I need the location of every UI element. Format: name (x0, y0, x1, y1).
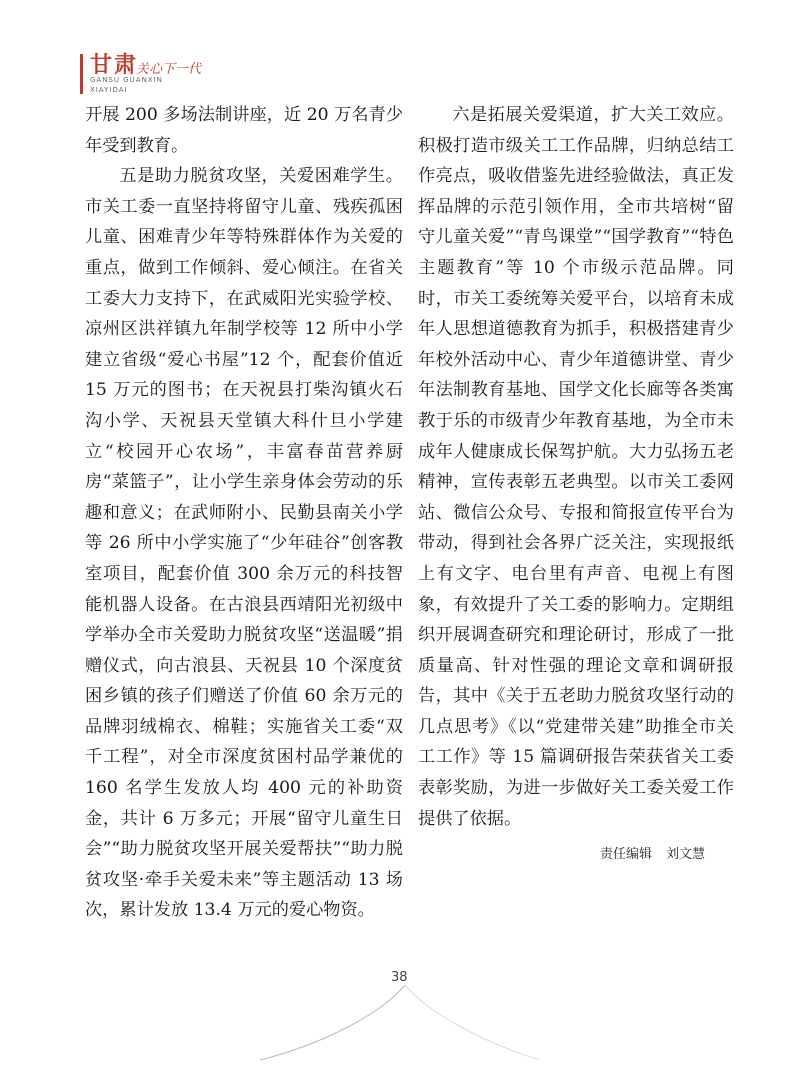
right-column (418, 100, 734, 834)
editor-label: 责任编辑 (600, 847, 653, 862)
page-decoration-lines (260, 975, 540, 1065)
logo-english-line1: GANSU GUANXIN (90, 76, 163, 84)
left-column (85, 100, 403, 926)
logo-title: 甘肃 (90, 52, 139, 78)
paragraph: 六是拓展关爱渠道，扩大关工效应。积极打造市级关工工作品牌，归纳总结工作亮点，吸收借鉴先进经验做法，真正发挥品牌的示范引领作用，全市共培树“留守儿童关爱”“青鸟课堂”“国学教育”“特色主题教育”等 10 个市级示范品牌。同时，市关工委统筹关爱平台，以培育未成年人思想道德教育为抓手，积极搭建青少年校外活动中心、青少年道德讲堂、青少年法制教育基地、国学文化长廊等各类寓教于乐的市级青少年教育基地，为全市未成年人健康成长保驾护航。大力弘扬五老精神，宣传表彰五老典型。以市关工委网站、微信公众号、专报和简报宣传平台为带动，得到社会各界广泛关注，实现报纸上有文字、电台里有声音、电视上有图象，有效提升了关工委的影响力。定期组织开展调查研究和理论研讨，形成了一批质量高、针对性强的理论文章和调研报告，其中《关于五老助力脱贫攻坚行动的几点思考》《以“党建带关建”助推全市关工工作》等 15 篇调研报告荣获省关工委表彰奖励，为进一步做好关工委关爱工作提供了依据。 (418, 105, 734, 829)
editor-name: 刘文慧 (666, 847, 706, 862)
logo-accent-bar (80, 54, 83, 94)
paragraph: 开展 200 多场法制讲座，近 20 万名青少年受到教育。 (85, 105, 403, 156)
logo-script-text: 关心下一代 (136, 62, 202, 77)
magazine-header (80, 48, 280, 100)
page-number: 38 (391, 970, 408, 985)
paragraph: 五是助力脱贫攻坚，关爱困难学生。市关工委一直坚持将留守儿童、残疾孤困儿童、困难青少年等特殊群体作为关爱的重点，做到工作倾斜、爱心倾注。在省关工委大力支持下，在武威阳光实验学校、凉州区洪祥镇九年制学校等 12 所中小学建立省级“爱心书屋”12 个，配套价值近 15 万元的图书；在天祝县打柴沟镇火石沟小学、天祝县天堂镇大科什旦小学建立“校园开心农场”，丰富春苗营养厨房“菜篮子”，让小学生亲身体会劳动的乐趣和意义；在武师附小、民勤县南关小学等 26 所中小学实施了“少年硅谷”创客教室项目，配套价值 300 余万元的科技智能机器人设备。在古浪县西靖阳光初级中学举办全市关爱助力脱贫攻坚“送温暖”捐赠仪式，向古浪县、天祝县 10 个深度贫困乡镇的孩子们赠送了价值 60 余万元的品牌羽绒棉衣、棉鞋；实施省关工委“双千工程”，对全市深度贫困村品学兼优的 160 名学生发放人均 400 元的补助资金，共计 6 万多元；开展“留守儿童生日会”“助力脱贫攻坚开展关爱帮扶”“助力脱贫攻坚·牵手关爱未来”等主题活动 13 场次，累计发放 13.4 万元的爱心物资。 (85, 166, 403, 921)
logo-english-line2: XIAYIDAI (90, 86, 128, 94)
editor-credit (600, 843, 705, 862)
